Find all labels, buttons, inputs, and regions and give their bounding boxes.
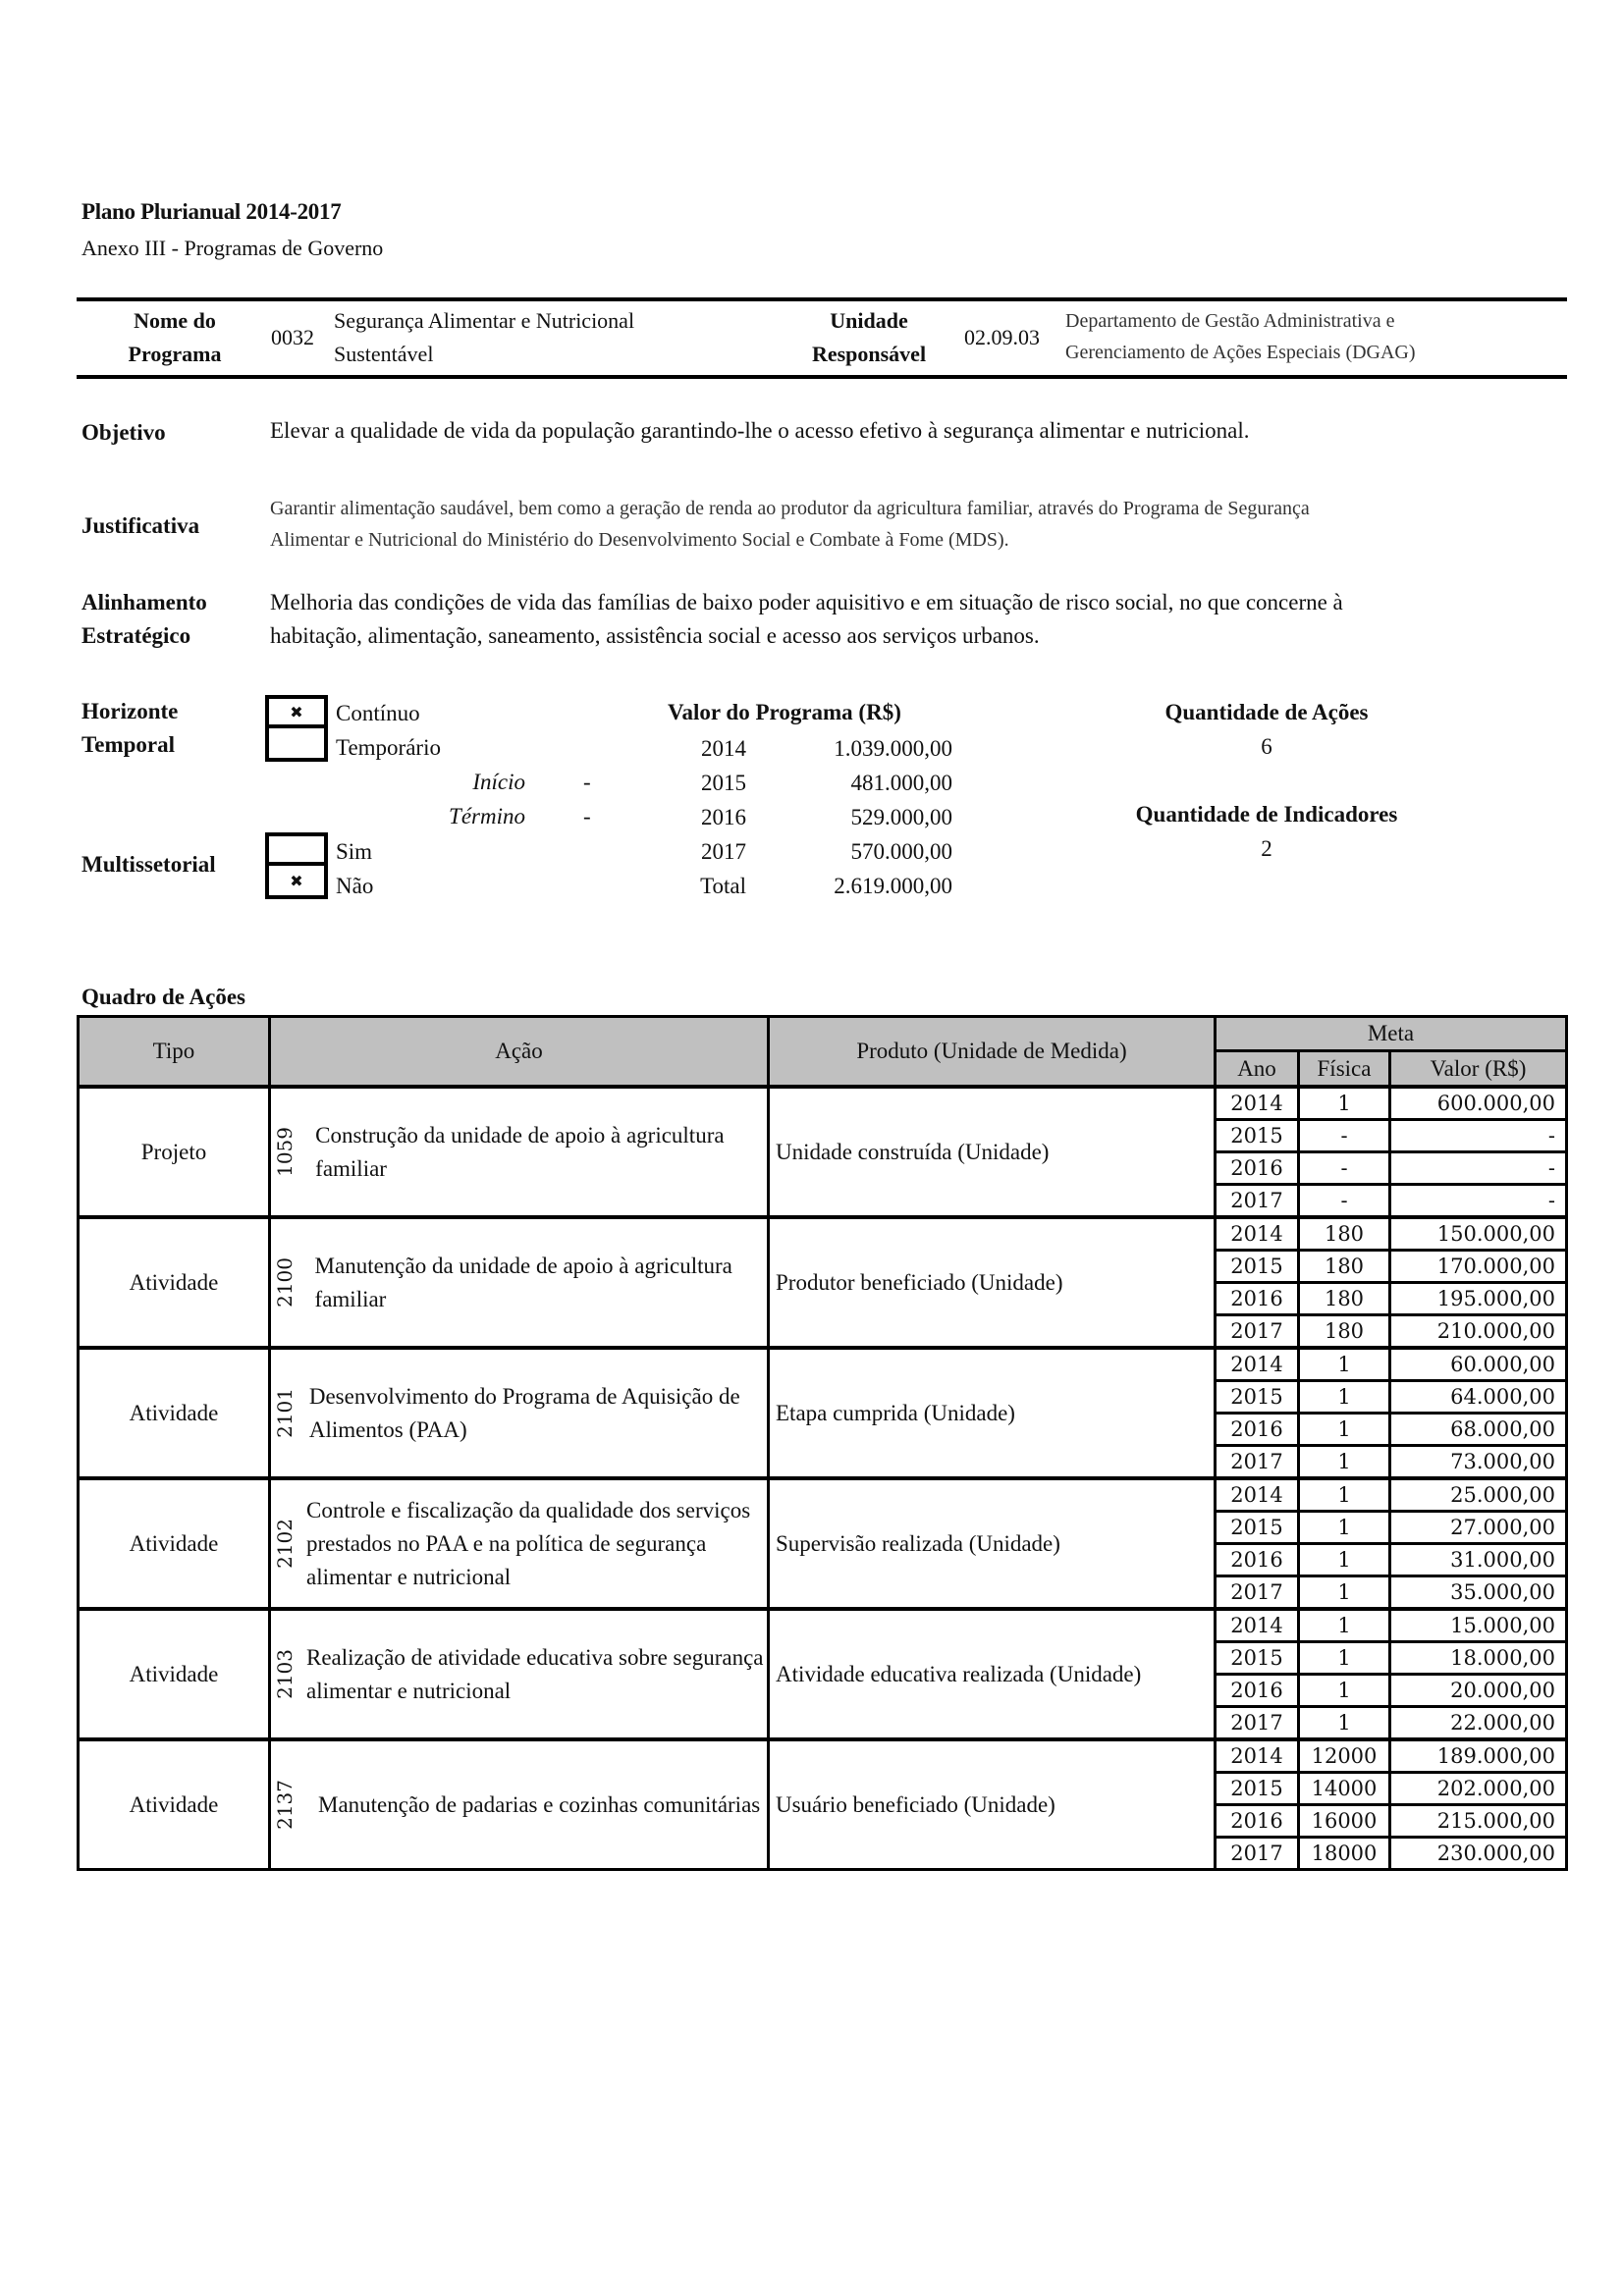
- meta-valor: 202.000,00: [1390, 1773, 1567, 1805]
- meta-ano: 2014: [1216, 1087, 1299, 1120]
- quadro-title: Quadro de Ações: [81, 985, 245, 1009]
- valor-total-label: Total: [700, 874, 746, 898]
- inicio-label: Início: [472, 770, 525, 794]
- meta-valor: 35.000,00: [1390, 1576, 1567, 1610]
- action-code: 1059: [273, 1127, 297, 1177]
- meta-fisica: 1: [1299, 1446, 1390, 1479]
- action-cell: [270, 1217, 769, 1348]
- unit-name: [1065, 305, 1416, 368]
- meta-row: [79, 1217, 1567, 1251]
- meta-fisica: 180: [1299, 1251, 1390, 1283]
- action-code: 2137: [273, 1780, 297, 1830]
- program-name-line1: Segurança Alimentar e Nutricional: [334, 308, 635, 333]
- meta-ano: 2017: [1216, 1446, 1299, 1479]
- meta-fisica: 1: [1299, 1348, 1390, 1381]
- action-code: 2100: [273, 1257, 297, 1308]
- meta-fisica: 1: [1299, 1381, 1390, 1414]
- program-name-label-line1: Nome do: [134, 308, 216, 333]
- action-tipo: Atividade: [79, 1348, 270, 1478]
- document-title: Plano Plurianual 2014-2017: [81, 199, 342, 224]
- checkbox-sim[interactable]: [265, 832, 328, 866]
- program-name-label-line2: Programa: [128, 342, 222, 366]
- meta-valor: 27.000,00: [1390, 1512, 1567, 1544]
- meta-fisica: 180: [1299, 1217, 1390, 1251]
- meta-ano: 2014: [1216, 1739, 1299, 1773]
- valor-total-amount: 2.619.000,00: [834, 874, 952, 898]
- meta-fisica: -: [1299, 1120, 1390, 1152]
- action-produto: Atividade educativa realizada (Unidade): [769, 1609, 1216, 1739]
- action-wrap: [271, 1611, 767, 1737]
- justificativa-text: [270, 493, 1310, 556]
- meta-row: [79, 1609, 1567, 1642]
- action-wrap: [271, 1219, 767, 1346]
- action-wrap: [271, 1089, 767, 1215]
- meta-ano: 2014: [1216, 1217, 1299, 1251]
- unit-code: 02.09.03: [964, 325, 1040, 349]
- action-produto: Usuário beneficiado (Unidade): [769, 1739, 1216, 1870]
- unit-label-line1: Unidade: [830, 308, 908, 333]
- termino-value: -: [583, 804, 591, 828]
- meta-row: [79, 1087, 1567, 1120]
- meta-ano: 2015: [1216, 1120, 1299, 1152]
- valor-row: [668, 800, 952, 834]
- action-wrap: [271, 1350, 767, 1476]
- action-description: Realização de atividade educativa sobre segurança alimentar e nutricional: [306, 1644, 764, 1703]
- meta-fisica: 180: [1299, 1283, 1390, 1315]
- action-wrap: [271, 1480, 767, 1607]
- option-continuo-label: Contínuo: [336, 701, 420, 725]
- action-produto: Produtor beneficiado (Unidade): [769, 1217, 1216, 1348]
- alinhamento-label-line1: Alinhamento: [81, 590, 207, 614]
- valor-row: [668, 834, 952, 869]
- col-header-ano: Ano: [1216, 1051, 1299, 1087]
- meta-valor: 170.000,00: [1390, 1251, 1567, 1283]
- valor-programa-list: [668, 731, 952, 903]
- valor-year: 2017: [701, 839, 746, 864]
- meta-ano: 2017: [1216, 1707, 1299, 1740]
- program-code: 0032: [271, 325, 314, 349]
- meta-valor: 230.000,00: [1390, 1838, 1567, 1870]
- checkbox-temporario[interactable]: [265, 728, 328, 762]
- meta-ano: 2016: [1216, 1152, 1299, 1185]
- checkbox-continuo[interactable]: ✖: [265, 695, 328, 728]
- alinhamento-text: [270, 586, 1343, 653]
- justificativa-line2: Alimentar e Nutricional do Ministério do Desenvolvimento Social e Combate à Fome (MDS).: [270, 529, 1009, 551]
- meta-valor: 195.000,00: [1390, 1283, 1567, 1315]
- action-tipo: Atividade: [79, 1478, 270, 1609]
- divider-bottom: [77, 375, 1567, 379]
- valor-amount: 570.000,00: [850, 839, 952, 864]
- meta-valor: 68.000,00: [1390, 1414, 1567, 1446]
- horizonte-label-line2: Temporal: [81, 732, 175, 757]
- unit-name-line1: Departamento de Gestão Administrativa e: [1065, 310, 1395, 332]
- action-cell: [270, 1609, 769, 1739]
- meta-ano: 2017: [1216, 1185, 1299, 1218]
- alinhamento-label-line2: Estratégico: [81, 623, 191, 648]
- meta-fisica: 1: [1299, 1544, 1390, 1576]
- action-produto: Unidade construída (Unidade): [769, 1087, 1216, 1217]
- meta-valor: 18.000,00: [1390, 1642, 1567, 1675]
- action-code: 2103: [273, 1649, 297, 1699]
- alinhamento-line2: habitação, alimentação, saneamento, assistência social e acesso aos serviços urbanos.: [270, 623, 1040, 648]
- meta-fisica: 1: [1299, 1707, 1390, 1740]
- option-nao-label: Não: [336, 874, 374, 898]
- col-header-produto: Produto (Unidade de Medida): [769, 1017, 1216, 1088]
- meta-ano: 2015: [1216, 1251, 1299, 1283]
- unit-label-line2: Responsável: [811, 342, 927, 366]
- col-header-meta: Meta: [1216, 1017, 1567, 1051]
- action-description: Manutenção de padarias e cozinhas comunitárias: [318, 1791, 761, 1817]
- meta-fisica: 1: [1299, 1414, 1390, 1446]
- meta-fisica: 180: [1299, 1315, 1390, 1349]
- meta-ano: 2014: [1216, 1478, 1299, 1512]
- col-header-acao: Ação: [270, 1017, 769, 1088]
- meta-fisica: 1: [1299, 1642, 1390, 1675]
- meta-row: [79, 1348, 1567, 1381]
- option-sim-label: Sim: [336, 839, 373, 864]
- unit-name-line2: Gerenciamento de Ações Especiais (DGAG): [1065, 342, 1416, 363]
- meta-valor: 73.000,00: [1390, 1446, 1567, 1479]
- meta-ano: 2014: [1216, 1609, 1299, 1642]
- meta-fisica: 1: [1299, 1087, 1390, 1120]
- meta-fisica: 16000: [1299, 1805, 1390, 1838]
- inicio-value: -: [583, 770, 591, 794]
- valor-year: 2014: [701, 736, 746, 761]
- meta-ano: 2016: [1216, 1805, 1299, 1838]
- meta-valor: 60.000,00: [1390, 1348, 1567, 1381]
- meta-ano: 2016: [1216, 1283, 1299, 1315]
- valor-amount: 1.039.000,00: [834, 736, 952, 761]
- meta-ano: 2015: [1216, 1512, 1299, 1544]
- alinhamento-line1: Melhoria das condições de vida das famílias de baixo poder aquisitivo e em situação de risco social, no que concerne à: [270, 590, 1343, 614]
- col-header-valor: Valor (R$): [1390, 1051, 1567, 1087]
- meta-ano: 2016: [1216, 1414, 1299, 1446]
- horizonte-checkbox-group: [265, 695, 328, 762]
- termino-label: Término: [449, 804, 525, 828]
- meta-row: [79, 1478, 1567, 1512]
- unit-label: [785, 304, 952, 371]
- program-name-label: [106, 304, 243, 371]
- meta-valor: 22.000,00: [1390, 1707, 1567, 1740]
- justificativa-label: Justificativa: [81, 513, 200, 538]
- valor-amount: 481.000,00: [850, 771, 952, 795]
- action-produto: Supervisão realizada (Unidade): [769, 1478, 1216, 1609]
- valor-row: [668, 731, 952, 766]
- acoes-table-body: [79, 1087, 1567, 1870]
- action-cell: [270, 1478, 769, 1609]
- meta-valor: 31.000,00: [1390, 1544, 1567, 1576]
- action-cell: [270, 1348, 769, 1478]
- qtd-indicadores-label: Quantidade de Indicadores: [1135, 802, 1398, 827]
- action-tipo: Projeto: [79, 1087, 270, 1217]
- alinhamento-label: [81, 586, 207, 653]
- meta-valor: 150.000,00: [1390, 1217, 1567, 1251]
- meta-ano: 2017: [1216, 1315, 1299, 1349]
- meta-fisica: 14000: [1299, 1773, 1390, 1805]
- action-code: 2101: [273, 1388, 297, 1438]
- document-subtitle: Anexo III - Programas de Governo: [81, 236, 384, 260]
- action-description: Manutenção da unidade de apoio à agricultura familiar: [314, 1253, 732, 1311]
- action-description: Controle e fiscalização da qualidade dos serviços prestados no PAA e na política de segurança alimentar e nutricional: [306, 1497, 751, 1589]
- qtd-acoes-value: 6: [1261, 734, 1272, 759]
- meta-valor: 215.000,00: [1390, 1805, 1567, 1838]
- valor-programa-title: Valor do Programa (R$): [668, 700, 901, 724]
- checkbox-nao[interactable]: ✖: [265, 866, 328, 899]
- objetivo-label: Objetivo: [81, 420, 166, 445]
- qtd-acoes-label: Quantidade de Ações: [1164, 700, 1369, 724]
- quantidades-block: [1041, 696, 1492, 866]
- meta-fisica: 1: [1299, 1478, 1390, 1512]
- meta-fisica: 1: [1299, 1675, 1390, 1707]
- meta-ano: 2015: [1216, 1773, 1299, 1805]
- action-tipo: Atividade: [79, 1609, 270, 1739]
- meta-valor: -: [1390, 1120, 1567, 1152]
- justificativa-line1: Garantir alimentação saudável, bem como a geração de renda ao produtor da agricultura familiar, através do Programa de Segurança: [270, 498, 1310, 519]
- meta-valor: -: [1390, 1152, 1567, 1185]
- meta-ano: 2014: [1216, 1348, 1299, 1381]
- action-tipo: Atividade: [79, 1217, 270, 1348]
- valor-amount: 529.000,00: [850, 805, 952, 829]
- meta-ano: 2015: [1216, 1381, 1299, 1414]
- program-name: [334, 304, 634, 371]
- meta-valor: 20.000,00: [1390, 1675, 1567, 1707]
- acoes-table: [77, 1015, 1568, 1871]
- action-cell: [270, 1087, 769, 1217]
- divider-top: [77, 297, 1567, 301]
- meta-fisica: -: [1299, 1185, 1390, 1218]
- meta-ano: 2015: [1216, 1642, 1299, 1675]
- meta-valor: 210.000,00: [1390, 1315, 1567, 1349]
- meta-fisica: 12000: [1299, 1739, 1390, 1773]
- multissetorial-checkbox-group: [265, 832, 328, 899]
- multissetorial-label: Multissetorial: [81, 852, 216, 877]
- meta-ano: 2016: [1216, 1544, 1299, 1576]
- action-wrap: [271, 1741, 767, 1868]
- meta-valor: 64.000,00: [1390, 1381, 1567, 1414]
- valor-year: 2015: [701, 771, 746, 795]
- action-cell: [270, 1739, 769, 1870]
- option-temporario-label: Temporário: [336, 735, 441, 760]
- meta-fisica: 1: [1299, 1576, 1390, 1610]
- meta-fisica: 18000: [1299, 1838, 1390, 1870]
- meta-valor: 25.000,00: [1390, 1478, 1567, 1512]
- meta-ano: 2016: [1216, 1675, 1299, 1707]
- col-header-fisica: Física: [1299, 1051, 1390, 1087]
- meta-valor: 600.000,00: [1390, 1087, 1567, 1120]
- meta-ano: 2017: [1216, 1838, 1299, 1870]
- meta-fisica: -: [1299, 1152, 1390, 1185]
- action-description: Construção da unidade de apoio à agricultura familiar: [315, 1122, 725, 1181]
- meta-valor: 15.000,00: [1390, 1609, 1567, 1642]
- meta-ano: 2017: [1216, 1576, 1299, 1610]
- valor-year: 2016: [701, 805, 746, 829]
- meta-fisica: 1: [1299, 1512, 1390, 1544]
- valor-row: [668, 766, 952, 800]
- objetivo-text: Elevar a qualidade de vida da população garantindo-lhe o acesso efetivo à segurança alimentar e nutricional.: [270, 418, 1250, 443]
- program-name-line2: Sustentável: [334, 342, 434, 366]
- action-tipo: Atividade: [79, 1739, 270, 1870]
- action-description: Desenvolvimento do Programa de Aquisição de Alimentos (PAA): [308, 1383, 740, 1442]
- meta-row: [79, 1739, 1567, 1773]
- horizonte-label-line1: Horizonte: [81, 699, 179, 723]
- action-code: 2102: [273, 1519, 297, 1569]
- meta-valor: -: [1390, 1185, 1567, 1218]
- action-produto: Etapa cumprida (Unidade): [769, 1348, 1216, 1478]
- qtd-indicadores-value: 2: [1261, 836, 1272, 861]
- valor-total-row: [668, 869, 952, 903]
- horizonte-label: [81, 695, 178, 762]
- col-header-tipo: Tipo: [79, 1017, 270, 1088]
- meta-valor: 189.000,00: [1390, 1739, 1567, 1773]
- meta-fisica: 1: [1299, 1609, 1390, 1642]
